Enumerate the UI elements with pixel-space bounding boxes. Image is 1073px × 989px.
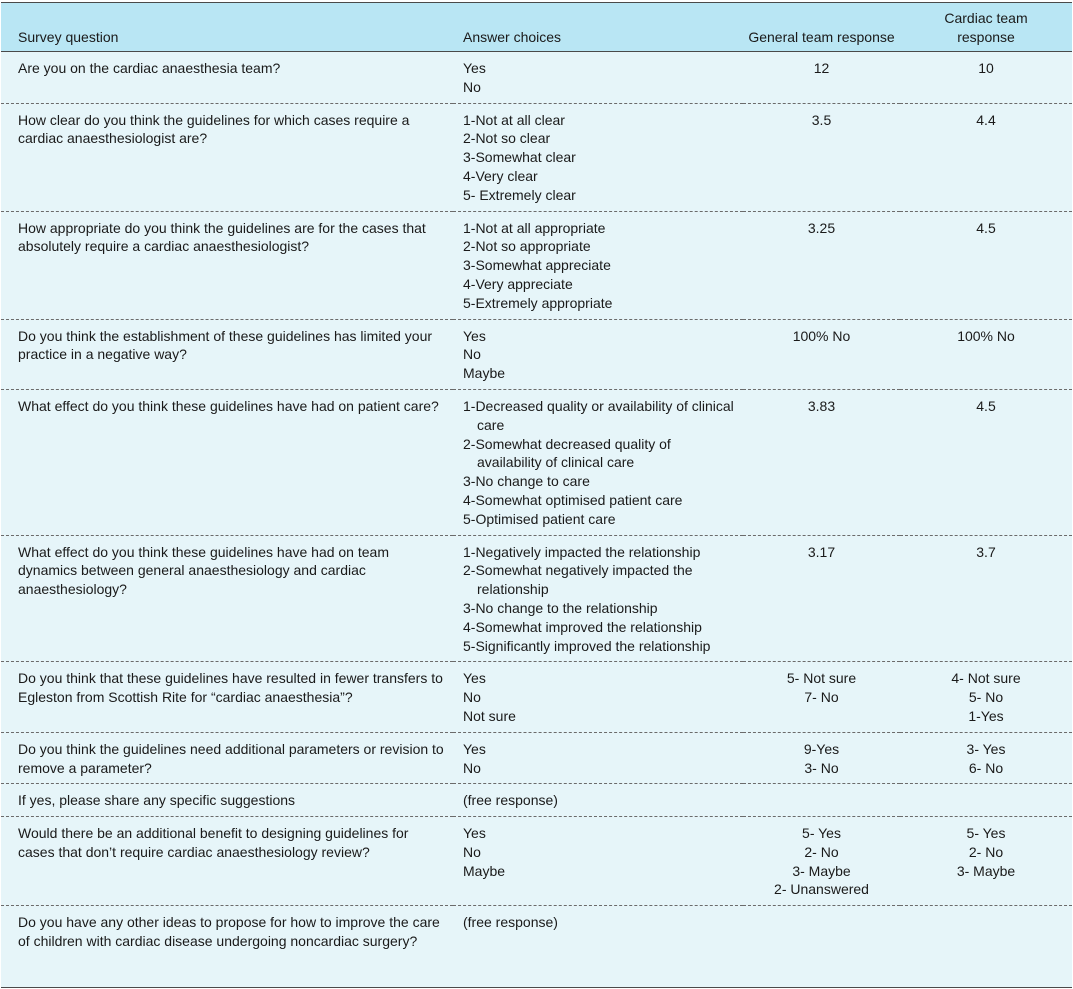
survey-question-cell: What effect do you think these guidelines have had on team dynamics between general anaesthesiology and cardiac anaesthesiology? [1, 535, 453, 662]
table-row [1, 319, 1072, 389]
cardiac-response-value: 4.5 [976, 397, 996, 414]
answer-choice: Yes [463, 327, 486, 344]
cardiac-team-response-cell [900, 211, 1072, 319]
cardiac-team-response-cell [900, 784, 1072, 817]
cardiac-response-value: 3.7 [976, 543, 996, 560]
cardiac-team-response-cell [900, 389, 1072, 535]
answer-choice: 1-Negatively impacted the relationship [463, 543, 701, 560]
table-row [1, 662, 1072, 732]
general-response-value: 3- No [804, 759, 839, 776]
answer-choices-cell [453, 211, 743, 319]
survey-question-cell: If yes, please share any specific suggestions [1, 784, 453, 817]
survey-question-cell: Do you think the establishment of these guidelines has limited your practice in a negative way? [1, 319, 453, 389]
general-team-response-cell [743, 906, 900, 957]
table-row [1, 389, 1072, 535]
cardiac-response-value: 3- Yes [966, 740, 1006, 757]
general-team-response-cell [743, 784, 900, 817]
answer-choice: 3-No change to care [463, 473, 590, 490]
answer-choice: Yes [463, 60, 486, 76]
survey-table-container [1, 2, 1072, 988]
survey-table [1, 3, 1072, 957]
general-team-response-cell [743, 211, 900, 319]
cardiac-team-response-cell [900, 662, 1072, 732]
answer-choice: No [463, 689, 481, 706]
answer-choice: Yes [463, 825, 486, 842]
answer-choice: Yes [463, 670, 486, 687]
general-team-response-cell [743, 103, 900, 211]
general-team-response-cell [743, 662, 900, 732]
answer-choice: 4-Somewhat improved the relationship [463, 618, 702, 635]
cardiac-team-response-cell [900, 817, 1072, 906]
cardiac-team-response-cell [900, 103, 1072, 211]
cardiac-response-value: 100% No [957, 327, 1015, 344]
answer-choices-cell [453, 784, 743, 817]
cardiac-team-response-cell [900, 906, 1072, 957]
answer-choice: No [463, 78, 481, 95]
general-team-response-cell [743, 319, 900, 389]
cardiac-team-response-cell [900, 535, 1072, 662]
answer-choice: (free response) [463, 792, 558, 809]
answer-choices-cell [453, 52, 743, 104]
general-team-response-cell [743, 52, 900, 104]
table-row [1, 535, 1072, 662]
general-response-value: 5- Yes [802, 825, 841, 842]
header-survey-question: Survey question [1, 3, 453, 52]
general-response-value: 2- Unanswered [774, 881, 869, 898]
answer-choices-cell [453, 319, 743, 389]
header-cardiac-line2: response [957, 29, 1015, 45]
general-response-value: 5- Not sure [786, 670, 857, 687]
answer-choice: No [463, 843, 481, 860]
cardiac-team-response-cell [900, 319, 1072, 389]
answer-choice: 2-Not so clear [463, 130, 551, 147]
cardiac-team-response-cell [900, 52, 1072, 104]
answer-choice: Maybe [463, 862, 506, 879]
answer-choice: 3-No change to the relationship [463, 599, 658, 616]
header-general-team-response: General team response [743, 3, 900, 52]
cardiac-response-value: 2- No [968, 843, 1004, 860]
survey-question-cell: Do you think that these guidelines have resulted in fewer transfers to Egleston from Scottish Rite for “cardiac anaesthesia”? [1, 662, 453, 732]
answer-choice: (free response) [463, 914, 558, 931]
general-team-response-cell [743, 389, 900, 535]
general-response-value: 3- Maybe [792, 862, 851, 879]
answer-choices-cell [453, 389, 743, 535]
cardiac-response-value: 6- No [968, 759, 1004, 776]
cardiac-response-value: 10 [978, 60, 994, 76]
answer-choices-cell [453, 662, 743, 732]
answer-choice: No [463, 346, 481, 363]
answer-choices-cell [453, 906, 743, 957]
table-row [1, 906, 1072, 957]
answer-choice: No [463, 759, 481, 776]
cardiac-response-value: 5- No [968, 689, 1004, 706]
answer-choice: 2-Not so appropriate [463, 238, 591, 255]
answer-choice: 5-Optimised patient care [463, 510, 616, 527]
general-response-value: 3.5 [811, 111, 832, 128]
survey-question-cell: How clear do you think the guidelines for which cases require a cardiac anaesthesiologist are? [1, 103, 453, 211]
answer-choice: Maybe [463, 365, 506, 382]
cardiac-response-value: 4.4 [976, 111, 996, 128]
answer-choices-cell [453, 817, 743, 906]
survey-question-cell: What effect do you think these guidelines have had on patient care? [1, 389, 453, 535]
cardiac-response-value: 5- Yes [966, 825, 1006, 842]
general-team-response-cell [743, 817, 900, 906]
header-cardiac-team-response [900, 3, 1072, 52]
answer-choices-cell [453, 732, 743, 784]
general-response-value: 12 [813, 60, 830, 76]
cardiac-response-value: 4- Not sure [951, 670, 1021, 687]
survey-question-cell: Do you have any other ideas to propose for how to improve the care of children with cardiac disease undergoing noncardiac surgery? [1, 906, 453, 957]
general-team-response-cell [743, 535, 900, 662]
cardiac-team-response-cell [900, 732, 1072, 784]
answer-choice: 2-Somewhat negatively impacted the relationship [463, 562, 693, 598]
answer-choice: 3-Somewhat clear [463, 149, 576, 166]
header-row [1, 3, 1072, 52]
survey-question-cell: How appropriate do you think the guidelines are for the cases that absolutely require a cardiac anaesthesiologist? [1, 211, 453, 319]
survey-question-cell: Are you on the cardiac anaesthesia team? [18, 60, 281, 76]
answer-choice: 3-Somewhat appreciate [463, 257, 611, 274]
table-row [1, 732, 1072, 784]
table-body [1, 52, 1072, 957]
table-row [1, 784, 1072, 817]
answer-choice: 1-Not at all clear [463, 111, 565, 128]
answer-choices-cell [453, 103, 743, 211]
answer-choice: 4-Very clear [463, 167, 538, 184]
answer-choice: 5-Extremely appropriate [463, 294, 613, 311]
general-response-value: 3.25 [807, 219, 836, 236]
cardiac-response-value: 3- Maybe [956, 862, 1016, 879]
survey-question-cell: Do you think the guidelines need additional parameters or revision to remove a parameter? [1, 732, 453, 784]
general-response-value: 100% No [792, 327, 851, 344]
table-row [1, 52, 1072, 104]
answer-choice: Yes [463, 740, 486, 757]
header-answer-choices: Answer choices [453, 3, 743, 52]
header-cardiac-line1: Cardiac team [944, 10, 1028, 26]
table-row [1, 211, 1072, 319]
answer-choice: Not sure [463, 707, 516, 724]
answer-choices-cell [453, 535, 743, 662]
table-row [1, 817, 1072, 906]
table-row [1, 103, 1072, 211]
answer-choice: 2-Somewhat decreased quality of availability of clinical care [463, 435, 671, 471]
table-header [1, 3, 1072, 52]
answer-choice: 4-Somewhat optimised patient care [463, 491, 683, 508]
answer-choice: 5-Significantly improved the relationship [463, 637, 711, 654]
cardiac-response-value: 1-Yes [968, 707, 1004, 724]
general-response-value: 2- No [804, 843, 839, 860]
survey-question-cell: Would there be an additional benefit to designing guidelines for cases that don’t require cardiac anaesthesiology review? [1, 817, 453, 906]
answer-choice: 5- Extremely clear [463, 186, 576, 203]
answer-choice: 1-Not at all appropriate [463, 219, 606, 236]
general-response-value: 9-Yes [803, 740, 840, 757]
general-response-value: 3.17 [807, 543, 836, 560]
cardiac-response-value: 4.5 [976, 219, 996, 236]
general-response-value: 7- No [804, 689, 839, 706]
general-response-value: 3.83 [807, 397, 836, 414]
general-team-response-cell [743, 732, 900, 784]
answer-choice: 1-Decreased quality or availability of clinical care [463, 397, 734, 433]
answer-choice: 4-Very appreciate [463, 275, 573, 292]
